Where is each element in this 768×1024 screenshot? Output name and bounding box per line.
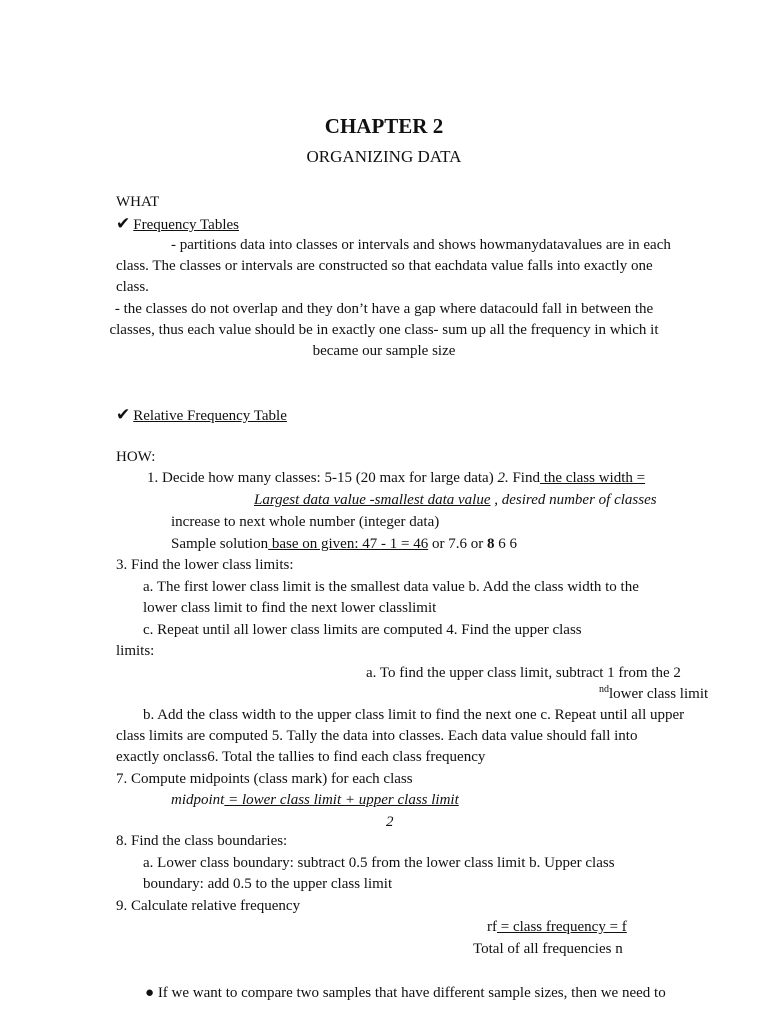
sample-solution-text: or 7.6 or bbox=[428, 536, 487, 552]
ordinal-superscript: nd bbox=[599, 684, 609, 695]
sample-solution-tail: 6 6 bbox=[494, 536, 517, 552]
class-width-label: the class width = bbox=[539, 470, 646, 486]
sample-solution-calc: base on given: 47 - 1 = 46 bbox=[268, 536, 429, 552]
step-2-number: 2. bbox=[497, 470, 509, 486]
bullet-text: If we want to compare two samples that have different sample sizes, then we need to bbox=[154, 985, 666, 1001]
chapter-subtitle: ORGANIZING DATA bbox=[306, 147, 462, 166]
relative-frequency-label: Relative Frequency Table bbox=[133, 408, 287, 424]
how-heading: HOW: bbox=[116, 449, 156, 465]
frequency-desc-line: - partitions data into classes or intervals and shows howmanydatavalues are in each bbox=[171, 237, 671, 253]
step-1-text: 1. Decide how many classes: 5-15 (20 max for large data) bbox=[147, 470, 498, 486]
formula-numerator: Largest data value -smallest data value bbox=[254, 492, 491, 508]
sample-solution bbox=[171, 534, 517, 555]
step-2-text: Find bbox=[508, 470, 540, 486]
chapter-title: CHAPTER 2 bbox=[324, 114, 444, 138]
step-8-line: a. Lower class boundary: subtract 0.5 from the lower class limit b. Upper class bbox=[143, 855, 615, 871]
step-3-line: lower class limit to find the next lower classlimit bbox=[143, 600, 437, 616]
midpoint-denominator: 2 bbox=[386, 814, 394, 830]
rf-numerator: = class frequency = f bbox=[497, 919, 627, 935]
step-4-a: a. To find the upper class limit, subtract 1 from the 2 bbox=[366, 665, 681, 681]
checkmark-icon: ✔ bbox=[116, 405, 131, 424]
step-4-a-text: lower class limit bbox=[609, 686, 709, 702]
bullet-icon: ● bbox=[145, 985, 155, 1001]
step-4-a-cont bbox=[599, 684, 708, 705]
bullet-item bbox=[145, 983, 666, 1004]
midpoint-numerator: = lower class limit + upper class limit bbox=[224, 792, 459, 808]
step-8: 8. Find the class boundaries: bbox=[116, 833, 288, 849]
frequency-desc-line: class. bbox=[116, 279, 149, 295]
step-3-line: a. The first lower class limit is the smallest data value b. Add the class width to the bbox=[143, 579, 639, 595]
relative-frequency-formula bbox=[487, 917, 627, 938]
step-8-line: boundary: add 0.5 to the upper class limit bbox=[143, 876, 393, 892]
step-7: 7. Compute midpoints (class mark) for each class bbox=[116, 771, 413, 787]
frequency-desc-line: became our sample size bbox=[312, 343, 456, 359]
relative-frequency-heading bbox=[116, 404, 287, 427]
step-3-line: c. Repeat until all lower class limits are computed 4. Find the upper class bbox=[143, 622, 582, 638]
frequency-desc-line: class. The classes or intervals are constructed so that eachdata value falls into exactly one bbox=[116, 258, 653, 274]
formula-denominator: , desired number of classes bbox=[490, 492, 657, 508]
step-1 bbox=[147, 468, 645, 489]
what-heading: WHAT bbox=[116, 194, 160, 210]
rounding-note: increase to next whole number (integer data) bbox=[171, 514, 440, 530]
step-4-line: class limits are computed 5. Tally the data into classes. Each data value should fall into bbox=[116, 728, 638, 744]
frequency-desc-line: classes, thus each value should be in exactly one class- sum up all the frequency in which it bbox=[109, 322, 659, 338]
frequency-tables-label: Frequency Tables bbox=[133, 217, 239, 233]
sample-solution-label: Sample solution bbox=[171, 536, 269, 552]
step-4-line: b. Add the class width to the upper class limit to find the next one c. Repeat until all upper bbox=[143, 707, 685, 723]
rf-label: rf bbox=[487, 919, 497, 935]
frequency-desc-line: - the classes do not overlap and they don’t have a gap where datacould fall in between the bbox=[114, 301, 654, 317]
step-9: 9. Calculate relative frequency bbox=[116, 898, 301, 914]
sample-solution-answer: 8 bbox=[486, 536, 495, 552]
midpoint-label: midpoint bbox=[171, 792, 225, 808]
rf-denominator: Total of all frequencies n bbox=[473, 941, 623, 957]
midpoint-formula bbox=[171, 790, 459, 811]
step-4-limits: limits: bbox=[116, 643, 155, 659]
frequency-tables-heading bbox=[116, 213, 239, 236]
checkmark-icon: ✔ bbox=[116, 214, 131, 233]
step-3: 3. Find the lower class limits: bbox=[116, 557, 294, 573]
step-4-line: exactly onclass6. Total the tallies to find each class frequency bbox=[116, 749, 486, 765]
class-width-formula bbox=[254, 490, 657, 511]
